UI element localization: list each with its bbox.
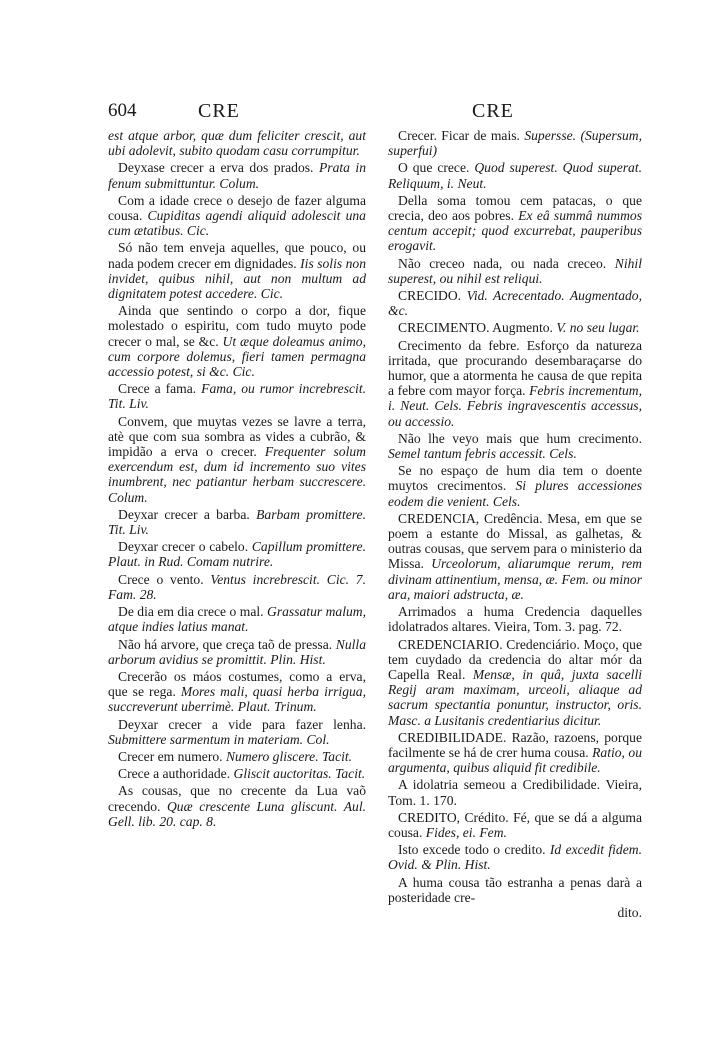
entry-paragraph: Não creceo nada, ou nada creceo. Nihil superest, ou nihil est reliqui.	[388, 255, 642, 286]
entry-paragraph: Crecer. Ficar de mais. Supersse. (Supersum, superfui)	[388, 128, 642, 159]
entry-paragraph: A idolatria semeou a Credibilidade. Vieira, Tom. 1. 170.	[388, 777, 642, 808]
page-header	[0, 100, 709, 130]
entry-paragraph: A huma cousa tão estranha a penas darà a posteridade cre-	[388, 874, 642, 905]
entry-paragraph: Crecimento da febre. Esforço da natureza irritada, que procurando desembaraçarse do humor, que a atormenta he causa de que repita a febre com mayor força. Febris incrementum, i. Neut. Cels. Febris ingravescentis accessus, ou accessio.	[388, 337, 642, 429]
running-headword-right: CRE	[472, 100, 514, 122]
entry-paragraph: Com a idade crece o desejo de fazer alguma cousa. Cupiditas agendi aliquid adolescit una cum ætatibus. Cic.	[108, 192, 366, 239]
entry-paragraph: Não há arvore, que creça taõ de pressa. Nulla arborum avidius se promittit. Plin. Hist.	[108, 636, 366, 667]
entry-paragraph: Crecerão os máos costumes, como a erva, que se rega. Mores mali, quasi herba irrigua, succreverunt uberrimè. Plaut. Trinum.	[108, 668, 366, 715]
catchword: dito.	[617, 904, 642, 920]
entry-paragraph: CRECIDO. Vid. Acrecentado. Augmentado, &c.	[388, 288, 642, 319]
entry-paragraph: CREDENCIARIO. Credenciário. Moço, que tem cuydado da credencia do altar mór da Capella Real. Mensæ, in quâ, juxta sacelli Regij aram maximam, urceoli, aliaque ad sacrum spectantia ponuntur, instructor, oris. Masc. a Lusitanis credentiarius dicitur.	[388, 636, 642, 728]
running-headword-left: CRE	[198, 100, 240, 122]
entry-paragraph: Crecer em numero. Numero gliscere. Tacit.	[118, 748, 353, 764]
entry-paragraph: est atque arbor, quæ dum feliciter crescit, aut ubi adolevit, subito quodam casu corrumpitur.	[108, 128, 366, 159]
entry-paragraph: Deyxar crecer o cabelo. Capillum promittere. Plaut. in Rud. Comam nutrire.	[108, 539, 366, 570]
entry-paragraph: Só não tem enveja aquelles, que pouco, ou nada podem crecer em dignidades. Iis solis non invidet, quibus nihil, aut non multum ad dignitatem potest accedere. Cic.	[108, 240, 367, 302]
page-number: 604	[108, 100, 137, 121]
entry-paragraph: Crece o vento. Ventus increbrescit. Cic. 7. Fam. 28.	[108, 571, 367, 602]
entry-paragraph: Isto excede todo o credito. Id excedit fidem. Ovid. & Plin. Hist.	[388, 842, 642, 873]
entry-paragraph: CREDIBILIDADE. Razão, razoens, porque facilmente se há de crer huma cousa. Ratio, ou argumenta, quibus aliquid fit credibile.	[388, 729, 642, 776]
entry-paragraph: Se no espaço de hum dia tem o doente muytos crecimentos. Si plures accessiones eodem die venient. Cels.	[388, 463, 642, 509]
left-column	[108, 128, 366, 831]
entry-paragraph: Deyxar crecer a barba. Barbam promittere. Tit. Liv.	[108, 506, 366, 538]
right-column	[388, 128, 642, 922]
entry-paragraph: CRECIMENTO. Augmento. V. no seu lugar.	[398, 320, 640, 336]
entry-paragraph: Arrimados a huma Credencia daquelles idolatrados altares. Vieira, Tom. 3. pag. 72.	[388, 604, 642, 635]
entry-paragraph: Crece a fama. Fama, ou rumor increbrescit. Tit. Liv.	[108, 381, 366, 412]
entry-paragraph: De dia em dia crece o mal. Grassatur malum, atque indies latius manat.	[108, 604, 367, 635]
entry-paragraph: Não lhe veyo mais que hum crecimento. Semel tantum febris accessit. Cels.	[388, 430, 642, 462]
entry-paragraph: O que crece. Quod superest. Quod superat. Reliquum, i. Neut.	[388, 160, 642, 191]
entry-paragraph: Deyxase crecer a erva dos prados. Prata in fenum submittuntur. Colum.	[108, 160, 367, 191]
entry-paragraph: As cousas, que no crecente da Lua vaõ crecendo. Quæ crescente Luna gliscunt. Aul. Gell. lib. 20. cap. 8.	[108, 783, 366, 829]
entry-paragraph: CREDITO, Crédito. Fé, que se dá a alguma cousa. Fides, ei. Fem.	[388, 809, 642, 840]
entry-paragraph: Crece a authoridade. Gliscit auctoritas. Tacit.	[118, 766, 366, 782]
entry-paragraph: Convem, que muytas vezes se lavre a terra, atè que com sua sombra as vides a cubrão, & impidão a erva o crecer. Frequenter solum exercendum est, dum id incremento suo vites inumbrent, nec patiantur herbam succrescere. Colum.	[108, 413, 366, 505]
entry-paragraph: Della soma tomou cem patacas, o que crecia, deo aos pobres. Ex eâ summâ nummos centum accepit; quod excurrebat, pauperibus erogavit.	[388, 192, 643, 254]
entry-paragraph: CREDENCIA, Credência. Mesa, em que se poem a estante do Missal, as galhetas, & outras cousas, que servem para o ministerio da Missa. Urceolorum, aliarumque rerum, rem divinam attinentium, mensa, æ. Fem. ou minor ara, maiori adstructa, æ.	[388, 510, 642, 602]
entry-paragraph: Deyxar crecer a vide para fazer lenha. Submittere sarmentum in materiam. Col.	[108, 716, 366, 747]
entry-paragraph: Ainda que sentindo o corpo a dor, fique molestado o espiritu, com tudo muyto pode crecer o mal, se &c. Ut æque doleamus animo, cum corpore dolemus, fieri tamen permagna accessio potest, si &c. Cic.	[108, 303, 366, 380]
